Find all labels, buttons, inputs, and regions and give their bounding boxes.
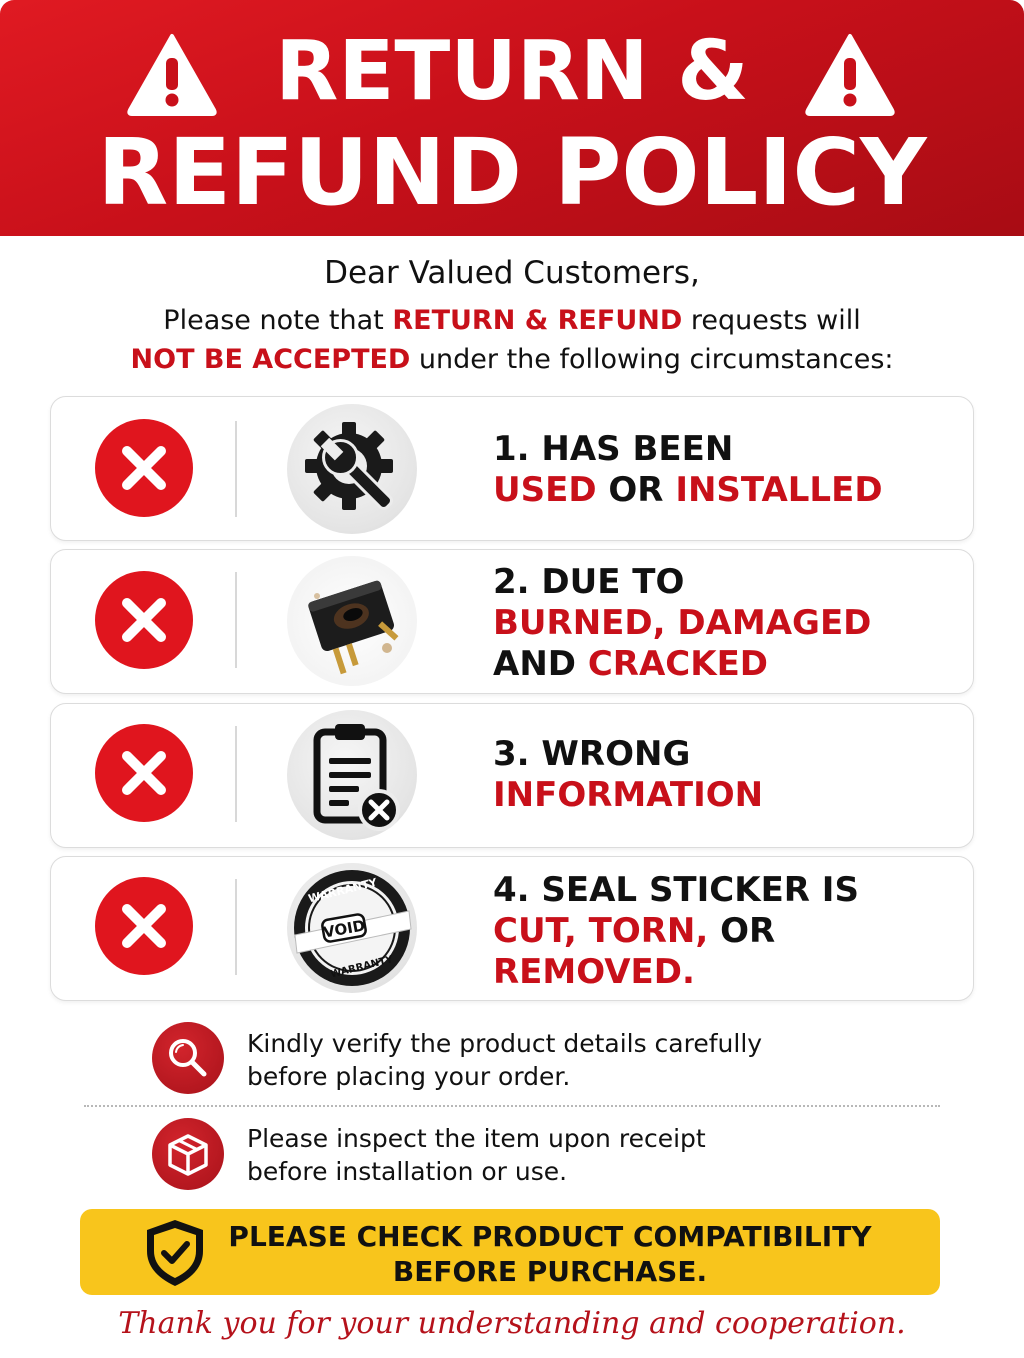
row-divider [235,879,237,975]
thank-you-message: Thank you for your understanding and cooperation. [118,1306,906,1341]
intro-text: requests will [682,305,861,336]
row-divider [235,421,237,517]
condition-number: 4. SEAL STICKER IS [493,870,859,910]
svg-text:WARRANTY: WARRANTY [329,954,395,981]
condition-detail: INFORMATION [493,775,764,815]
note-line: before installation or use. [247,1157,568,1186]
greeting: Dear Valued Customers, [324,255,700,291]
header-banner [0,0,1024,236]
burned-component-icon [287,556,417,686]
clipboard-x-icon [287,710,417,840]
condition-detail: REMOVED. [493,952,695,992]
x-mark-icon [95,877,193,975]
note-verify [247,1027,762,1093]
condition-row-wrong-info [50,703,974,848]
x-mark-icon [95,724,193,822]
banner-line-1: PLEASE CHECK PRODUCT COMPATIBILITY [228,1220,872,1253]
banner-line-2: BEFORE PURCHASE. [392,1255,708,1288]
condition-row-used [50,396,974,541]
condition-number: 1. HAS BEEN [493,429,734,469]
svg-text:WARRANTY: WARRANTY [307,875,379,906]
intro-line-2 [0,341,1024,379]
magnifier-icon [152,1022,224,1094]
svg-text:VOID: VOID [321,916,367,942]
condition-number: 3. WRONG [493,734,691,774]
dotted-separator [84,1105,940,1107]
gear-wrench-icon [287,404,417,534]
title-line-2: REFUND POLICY [97,119,927,226]
condition-text [493,870,859,993]
note-inspect [247,1122,706,1188]
condition-text [493,734,763,816]
intro-highlight: RETURN & REFUND [392,305,683,336]
intro-text: Please note that [163,305,393,336]
x-mark-icon [95,571,193,669]
condition-row-seal [50,856,974,1001]
note-line: before placing your order. [247,1062,571,1091]
intro-text: under the following circumstances: [410,344,894,375]
condition-detail: USED OR INSTALLED [493,470,883,510]
row-divider [235,572,237,668]
condition-text [493,562,871,685]
condition-detail: AND CRACKED [493,644,769,684]
title-line-1: RETURN & [275,24,749,119]
condition-number: 2. DUE TO [493,562,685,602]
shield-check-icon [142,1217,208,1289]
note-line: Please inspect the item upon receipt [247,1124,706,1153]
warranty-void-seal-icon [287,863,417,993]
compatibility-banner [80,1209,940,1295]
note-line: Kindly verify the product details carefully [247,1029,763,1058]
condition-row-burned [50,549,974,694]
condition-detail: BURNED, DAMAGED [493,603,872,643]
intro-highlight: NOT BE ACCEPTED [130,344,411,375]
condition-text [493,429,883,511]
intro-line-1 [0,302,1024,340]
condition-detail: CUT, TORN, OR [493,911,776,951]
package-box-icon [152,1118,224,1190]
x-mark-icon [95,419,193,517]
row-divider [235,726,237,822]
